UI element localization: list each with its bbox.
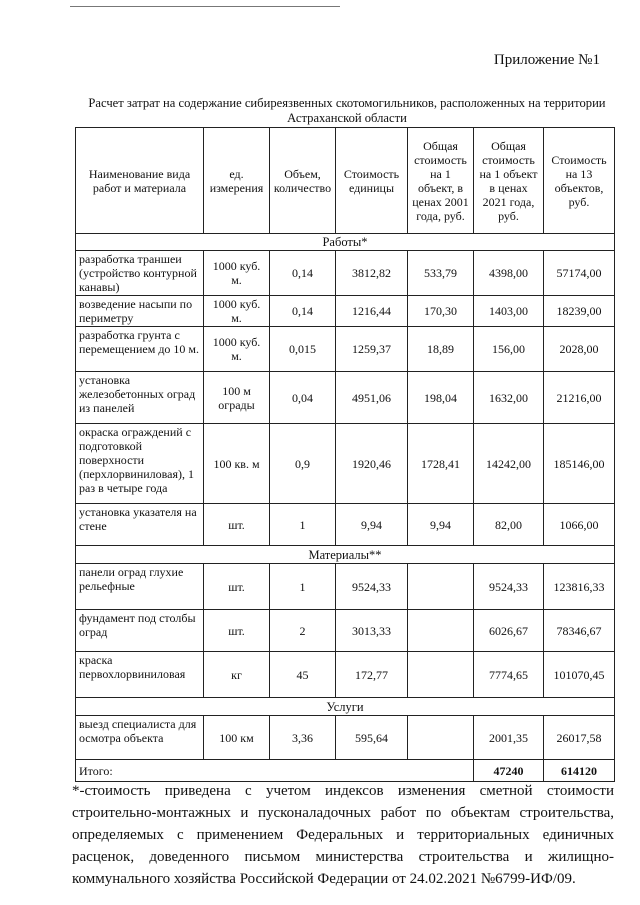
row-cost2001	[408, 716, 474, 760]
row-unit: 1000 куб. м.	[204, 251, 270, 296]
row-qty: 0,04	[270, 372, 336, 424]
row-cost2001	[408, 610, 474, 652]
row-price: 1259,37	[336, 327, 408, 372]
table-row	[76, 372, 615, 424]
row-cost2001: 533,79	[408, 251, 474, 296]
section-row-materials	[76, 546, 615, 564]
row-cost2021: 2001,35	[474, 716, 544, 760]
row-cost2001	[408, 564, 474, 610]
table-row	[76, 564, 615, 610]
row-cost13: 26017,58	[544, 716, 615, 760]
row-cost2001	[408, 652, 474, 698]
row-qty: 0,9	[270, 424, 336, 504]
row-cost13: 2028,00	[544, 327, 615, 372]
row-qty: 0,015	[270, 327, 336, 372]
row-qty: 1	[270, 564, 336, 610]
row-unit: шт.	[204, 504, 270, 546]
row-name: разработка грунта с перемещением до 10 м.	[76, 327, 204, 372]
row-unit: 100 км	[204, 716, 270, 760]
col-header-cost2021: Общая стоимость на 1 объект в ценах 2021 года, руб.	[474, 128, 544, 234]
row-unit: шт.	[204, 564, 270, 610]
row-qty: 1	[270, 504, 336, 546]
table-row	[76, 251, 615, 296]
cost-table	[75, 127, 615, 782]
appendix-label: Приложение №1	[493, 52, 600, 68]
row-price: 595,64	[336, 716, 408, 760]
row-cost2001: 18,89	[408, 327, 474, 372]
top-rule	[70, 6, 340, 7]
row-cost2021: 9524,33	[474, 564, 544, 610]
row-cost2021: 4398,00	[474, 251, 544, 296]
col-header-qty: Объем, количество	[270, 128, 336, 234]
row-name: краска первохлорвиниловая	[76, 652, 204, 698]
col-header-cost13: Стоимость на 13 объектов, руб.	[544, 128, 615, 234]
section-works-label: Работы*	[76, 234, 615, 251]
row-cost13: 18239,00	[544, 296, 615, 327]
total-cost2021: 47240	[474, 760, 544, 782]
col-header-price: Стоимость единицы	[336, 128, 408, 234]
row-cost2021: 1403,00	[474, 296, 544, 327]
row-cost2021: 7774,65	[474, 652, 544, 698]
row-unit: 1000 куб. м.	[204, 327, 270, 372]
row-cost2021: 82,00	[474, 504, 544, 546]
total-label: Итого:	[76, 760, 474, 782]
row-unit: кг	[204, 652, 270, 698]
row-price: 1216,44	[336, 296, 408, 327]
row-cost13: 185146,00	[544, 424, 615, 504]
document-title: Расчет затрат на содержание сибиреязвенных скотомогильников, расположенных на территории Астраханской области	[88, 96, 606, 125]
table-row	[76, 716, 615, 760]
row-cost2001: 9,94	[408, 504, 474, 546]
row-qty: 0,14	[270, 251, 336, 296]
table-row	[76, 610, 615, 652]
row-unit: 100 кв. м	[204, 424, 270, 504]
row-price: 172,77	[336, 652, 408, 698]
row-unit: 1000 куб. м.	[204, 296, 270, 327]
table-row	[76, 652, 615, 698]
section-row-works	[76, 234, 615, 251]
section-services-label: Услуги	[76, 698, 615, 716]
row-name: панели оград глухие рельефные	[76, 564, 204, 610]
table-row	[76, 296, 615, 327]
table-header-row	[76, 128, 615, 234]
col-header-unit: ед. измерения	[204, 128, 270, 234]
table-row	[76, 504, 615, 546]
row-cost2001: 170,30	[408, 296, 474, 327]
row-price: 3013,33	[336, 610, 408, 652]
row-name: возведение насыпи по периметру	[76, 296, 204, 327]
row-cost13: 1066,00	[544, 504, 615, 546]
col-header-name: Наименование вида работ и материала	[76, 128, 204, 234]
row-cost2001: 1728,41	[408, 424, 474, 504]
row-qty: 2	[270, 610, 336, 652]
row-qty: 0,14	[270, 296, 336, 327]
section-materials-label: Материалы**	[76, 546, 615, 564]
row-name: фундамент под столбы оград	[76, 610, 204, 652]
table-row	[76, 424, 615, 504]
row-cost13: 101070,45	[544, 652, 615, 698]
row-unit: шт.	[204, 610, 270, 652]
row-name: окраска ограждений с подготовкой поверхности (перхлорвиниловая), 1 раз в четыре года	[76, 424, 204, 504]
total-cost13: 614120	[544, 760, 615, 782]
row-cost13: 78346,67	[544, 610, 615, 652]
row-cost13: 123816,33	[544, 564, 615, 610]
row-cost2001: 198,04	[408, 372, 474, 424]
row-qty: 45	[270, 652, 336, 698]
row-price: 1920,46	[336, 424, 408, 504]
row-name: установка указателя на стене	[76, 504, 204, 546]
footnote: *-стоимость приведена с учетом индексов изменения сметной стоимости строительно-монтажных и пусконаладочных работ по объектам строительства, определяемых с применением Федеральных и территориальных единичных расценок, доведенного письмом министерства строительства и жилищно-коммунального хозяйства Российской Федерации от 24.02.2021 №6799-ИФ/09.	[72, 783, 614, 887]
col-header-cost2001: Общая стоимость на 1 объект, в ценах 2001 года, руб.	[408, 128, 474, 234]
row-cost2021: 1632,00	[474, 372, 544, 424]
table-row	[76, 327, 615, 372]
row-unit: 100 м ограды	[204, 372, 270, 424]
row-cost13: 57174,00	[544, 251, 615, 296]
row-price: 3812,82	[336, 251, 408, 296]
row-cost2021: 14242,00	[474, 424, 544, 504]
total-row	[76, 760, 615, 782]
row-price: 9,94	[336, 504, 408, 546]
row-name: выезд специалиста для осмотра объекта	[76, 716, 204, 760]
row-cost13: 21216,00	[544, 372, 615, 424]
row-name: разработка траншеи (устройство контурной канавы)	[76, 251, 204, 296]
row-name: установка железобетонных оград из панелей	[76, 372, 204, 424]
row-cost2021: 6026,67	[474, 610, 544, 652]
row-cost2021: 156,00	[474, 327, 544, 372]
row-qty: 3,36	[270, 716, 336, 760]
row-price: 9524,33	[336, 564, 408, 610]
section-row-services	[76, 698, 615, 716]
row-price: 4951,06	[336, 372, 408, 424]
